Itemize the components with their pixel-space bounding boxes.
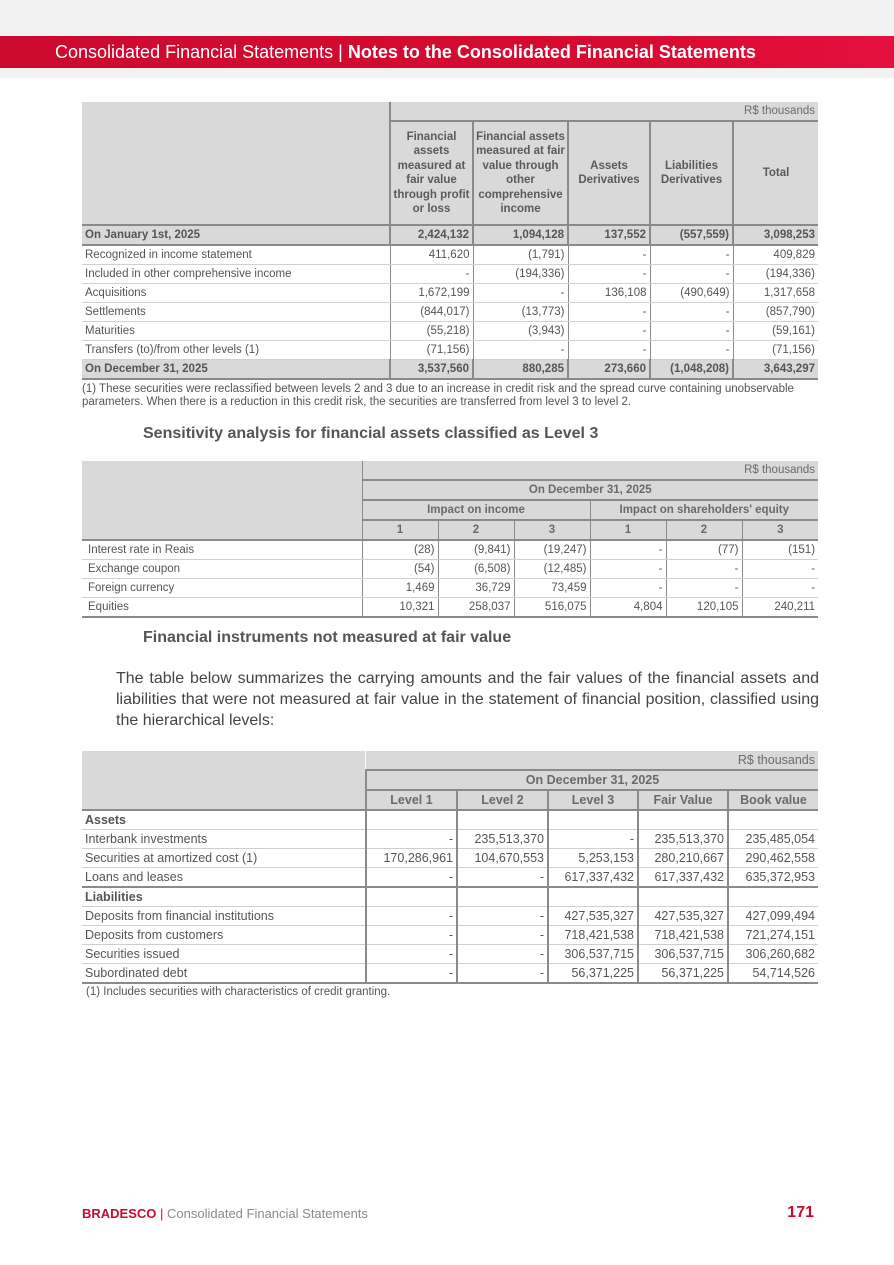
sub-band (0, 68, 894, 78)
cell: 1,317,658 (733, 284, 818, 303)
cell: (3,943) (473, 322, 568, 341)
cell (548, 810, 638, 830)
table-row (82, 579, 818, 598)
cell: - (650, 322, 733, 341)
cell: (55,218) (390, 322, 473, 341)
cell: 427,099,494 (728, 907, 818, 926)
cell: - (568, 303, 650, 322)
cell: - (568, 265, 650, 284)
row-label: Acquisitions (82, 284, 390, 303)
cell: 1,469 (362, 579, 438, 598)
table-row (82, 868, 818, 888)
cell (366, 810, 457, 830)
header-title: Notes to the Consolidated Financial Statements (347, 42, 756, 62)
cell: 617,337,432 (548, 868, 638, 888)
cell: 306,260,682 (728, 945, 818, 964)
row-label: Transfers (to)/from other levels (1) (82, 341, 390, 360)
cell: (12,485) (514, 560, 590, 579)
cell: 54,714,526 (728, 964, 818, 984)
cell: - (366, 926, 457, 945)
cell: (54) (362, 560, 438, 579)
cell: 258,037 (438, 598, 514, 618)
header-section: Consolidated Financial Statements (55, 42, 334, 62)
cell: 36,729 (438, 579, 514, 598)
cell: 2,424,132 (390, 225, 473, 245)
cell: - (568, 341, 650, 360)
cell: (6,508) (438, 560, 514, 579)
cell: (194,336) (733, 265, 818, 284)
table-row (82, 265, 818, 284)
cell: (19,247) (514, 540, 590, 560)
table-row (82, 322, 818, 341)
row-label: Included in other comprehensive income (82, 265, 390, 284)
row-label: Maturities (82, 322, 390, 341)
opening-balance-row (82, 225, 818, 245)
table-row (82, 245, 818, 265)
table-row (82, 849, 818, 868)
cell: - (457, 868, 548, 888)
cell: (857,790) (733, 303, 818, 322)
cell: - (457, 964, 548, 984)
table-row (82, 945, 818, 964)
cell: 290,462,558 (728, 849, 818, 868)
cell: 1,672,199 (390, 284, 473, 303)
footer-brand: BRADESCO (82, 1206, 157, 1221)
group-header-equity: Impact on shareholders' equity (590, 500, 818, 520)
footer-separator: | (156, 1206, 168, 1221)
cell: 56,371,225 (548, 964, 638, 984)
cell: - (366, 907, 457, 926)
cell: - (366, 945, 457, 964)
cell: 516,075 (514, 598, 590, 618)
cell (638, 810, 728, 830)
cell: - (666, 560, 742, 579)
cell: 240,211 (742, 598, 818, 618)
row-label: On January 1st, 2025 (82, 225, 390, 245)
cell (728, 887, 818, 907)
row-label: Securities issued (82, 945, 366, 964)
page-footer (82, 1206, 368, 1221)
cell: (71,156) (733, 341, 818, 360)
cell (728, 810, 818, 830)
cell: - (742, 579, 818, 598)
cell (366, 887, 457, 907)
cell: 427,535,327 (638, 907, 728, 926)
cell: - (473, 341, 568, 360)
scenario-header: 1 (590, 520, 666, 540)
column-header: Fair Value (638, 790, 728, 810)
cell: - (666, 579, 742, 598)
table-row (82, 303, 818, 322)
cell: 273,660 (568, 360, 650, 380)
table-row (82, 540, 818, 560)
section-label: Liabilities (82, 887, 366, 907)
cell: (71,156) (390, 341, 473, 360)
cell: - (568, 322, 650, 341)
cell: (194,336) (473, 265, 568, 284)
row-label: Exchange coupon (82, 560, 362, 579)
cell: - (650, 341, 733, 360)
column-header: Book value (728, 790, 818, 810)
cell (548, 887, 638, 907)
cell: - (590, 540, 666, 560)
cell: - (590, 560, 666, 579)
date-header: On December 31, 2025 (366, 770, 818, 790)
sensitivity-table (82, 461, 818, 618)
cell: 3,098,253 (733, 225, 818, 245)
cell: (844,017) (390, 303, 473, 322)
table-row (82, 830, 818, 849)
cell: (9,841) (438, 540, 514, 560)
table-row (82, 284, 818, 303)
table-stub (82, 102, 390, 225)
top-band (0, 0, 894, 36)
cell: (1,791) (473, 245, 568, 265)
table-stub (82, 461, 362, 540)
cell: 306,537,715 (548, 945, 638, 964)
table1-footnote: (1) These securities were reclassified between levels 2 and 3 due to an increase in credit risk and the spread curve containing unobservable parameters. When there is a reduction in this credit risk, the securities are transferred from level 3 to level 2. (82, 383, 794, 408)
table-row (82, 598, 818, 618)
cell: 10,321 (362, 598, 438, 618)
table3-footnote: (1) Includes securities with characteristics of credit granting. (86, 986, 391, 998)
unit-label: R$ thousands (390, 102, 818, 121)
cell: 617,337,432 (638, 868, 728, 888)
page-header (0, 36, 894, 68)
cell: 427,535,327 (548, 907, 638, 926)
column-header: Level 3 (548, 790, 638, 810)
scenario-header: 3 (742, 520, 818, 540)
table-row (82, 964, 818, 984)
row-label: Settlements (82, 303, 390, 322)
scenario-header: 1 (362, 520, 438, 540)
level3-reconciliation-table (82, 102, 818, 380)
cell: 56,371,225 (638, 964, 728, 984)
column-header: Financial assets measured at fair value through profit or loss (390, 121, 473, 225)
cell: - (742, 560, 818, 579)
column-header: Level 2 (457, 790, 548, 810)
section-title-not-fair-value: Financial instruments not measured at fair value (143, 629, 512, 646)
cell: 73,459 (514, 579, 590, 598)
section-title-sensitivity: Sensitivity analysis for financial assets classified as Level 3 (143, 425, 599, 442)
cell: - (457, 926, 548, 945)
column-header: Liabilities Derivatives (650, 121, 733, 225)
section-row-liabilities (82, 887, 818, 907)
column-header: Level 1 (366, 790, 457, 810)
date-header: On December 31, 2025 (362, 480, 818, 500)
cell: 409,829 (733, 245, 818, 265)
cell: - (366, 830, 457, 849)
cell: - (650, 245, 733, 265)
table-stub (82, 751, 366, 810)
table-row (82, 926, 818, 945)
fair-value-hierarchy-table (82, 751, 818, 984)
unit-label: R$ thousands (362, 461, 818, 480)
cell: 880,285 (473, 360, 568, 380)
cell: 235,485,054 (728, 830, 818, 849)
cell: 411,620 (390, 245, 473, 265)
closing-balance-row (82, 360, 818, 380)
cell: (151) (742, 540, 818, 560)
cell: - (390, 265, 473, 284)
cell: - (548, 830, 638, 849)
table-row (82, 560, 818, 579)
cell: 280,210,667 (638, 849, 728, 868)
cell (457, 887, 548, 907)
table-row (82, 907, 818, 926)
cell: - (457, 907, 548, 926)
row-label: Interbank investments (82, 830, 366, 849)
intro-paragraph: The table below summarizes the carrying amounts and the fair values of the financial assets and liabilities that were not measured at fair value in the statement of financial position, classified using the hierarchical levels: (116, 670, 819, 729)
group-header-income: Impact on income (362, 500, 590, 520)
cell: - (650, 303, 733, 322)
section-row-assets (82, 810, 818, 830)
scenario-header: 2 (666, 520, 742, 540)
cell: - (650, 265, 733, 284)
cell: 235,513,370 (457, 830, 548, 849)
cell: 718,421,538 (638, 926, 728, 945)
row-label: Securities at amortized cost (1) (82, 849, 366, 868)
cell: 721,274,151 (728, 926, 818, 945)
row-label: Equities (82, 598, 362, 618)
row-label: Deposits from customers (82, 926, 366, 945)
cell: - (568, 245, 650, 265)
column-header: Financial assets measured at fair value through other comprehensive income (473, 121, 568, 225)
cell: 137,552 (568, 225, 650, 245)
cell: (557,559) (650, 225, 733, 245)
row-label: Foreign currency (82, 579, 362, 598)
header-separator: | (333, 42, 348, 62)
cell: 5,253,153 (548, 849, 638, 868)
cell: (1,048,208) (650, 360, 733, 380)
cell: - (473, 284, 568, 303)
row-label: Interest rate in Reais (82, 540, 362, 560)
scenario-header: 2 (438, 520, 514, 540)
cell: 635,372,953 (728, 868, 818, 888)
cell: - (457, 945, 548, 964)
cell: - (366, 964, 457, 984)
cell: 4,804 (590, 598, 666, 618)
cell: 1,094,128 (473, 225, 568, 245)
table-row (82, 341, 818, 360)
cell: (13,773) (473, 303, 568, 322)
cell: (77) (666, 540, 742, 560)
cell (638, 887, 728, 907)
cell: (59,161) (733, 322, 818, 341)
cell: 718,421,538 (548, 926, 638, 945)
row-label: Loans and leases (82, 868, 366, 888)
cell: 235,513,370 (638, 830, 728, 849)
cell: (28) (362, 540, 438, 560)
cell: 136,108 (568, 284, 650, 303)
unit-label: R$ thousands (366, 751, 818, 770)
page-number: 171 (787, 1204, 814, 1221)
cell: 120,105 (666, 598, 742, 618)
scenario-header: 3 (514, 520, 590, 540)
row-label: Deposits from financial institutions (82, 907, 366, 926)
section-label: Assets (82, 810, 366, 830)
column-header: Assets Derivatives (568, 121, 650, 225)
cell: 306,537,715 (638, 945, 728, 964)
cell (457, 810, 548, 830)
cell: 3,643,297 (733, 360, 818, 380)
cell: 104,670,553 (457, 849, 548, 868)
cell: (490,649) (650, 284, 733, 303)
cell: - (366, 868, 457, 888)
footer-text: Consolidated Financial Statements (167, 1206, 368, 1221)
column-header: Total (733, 121, 818, 225)
cell: - (590, 579, 666, 598)
row-label: On December 31, 2025 (82, 360, 390, 380)
row-label: Recognized in income statement (82, 245, 390, 265)
row-label: Subordinated debt (82, 964, 366, 984)
cell: 170,286,961 (366, 849, 457, 868)
cell: 3,537,560 (390, 360, 473, 380)
